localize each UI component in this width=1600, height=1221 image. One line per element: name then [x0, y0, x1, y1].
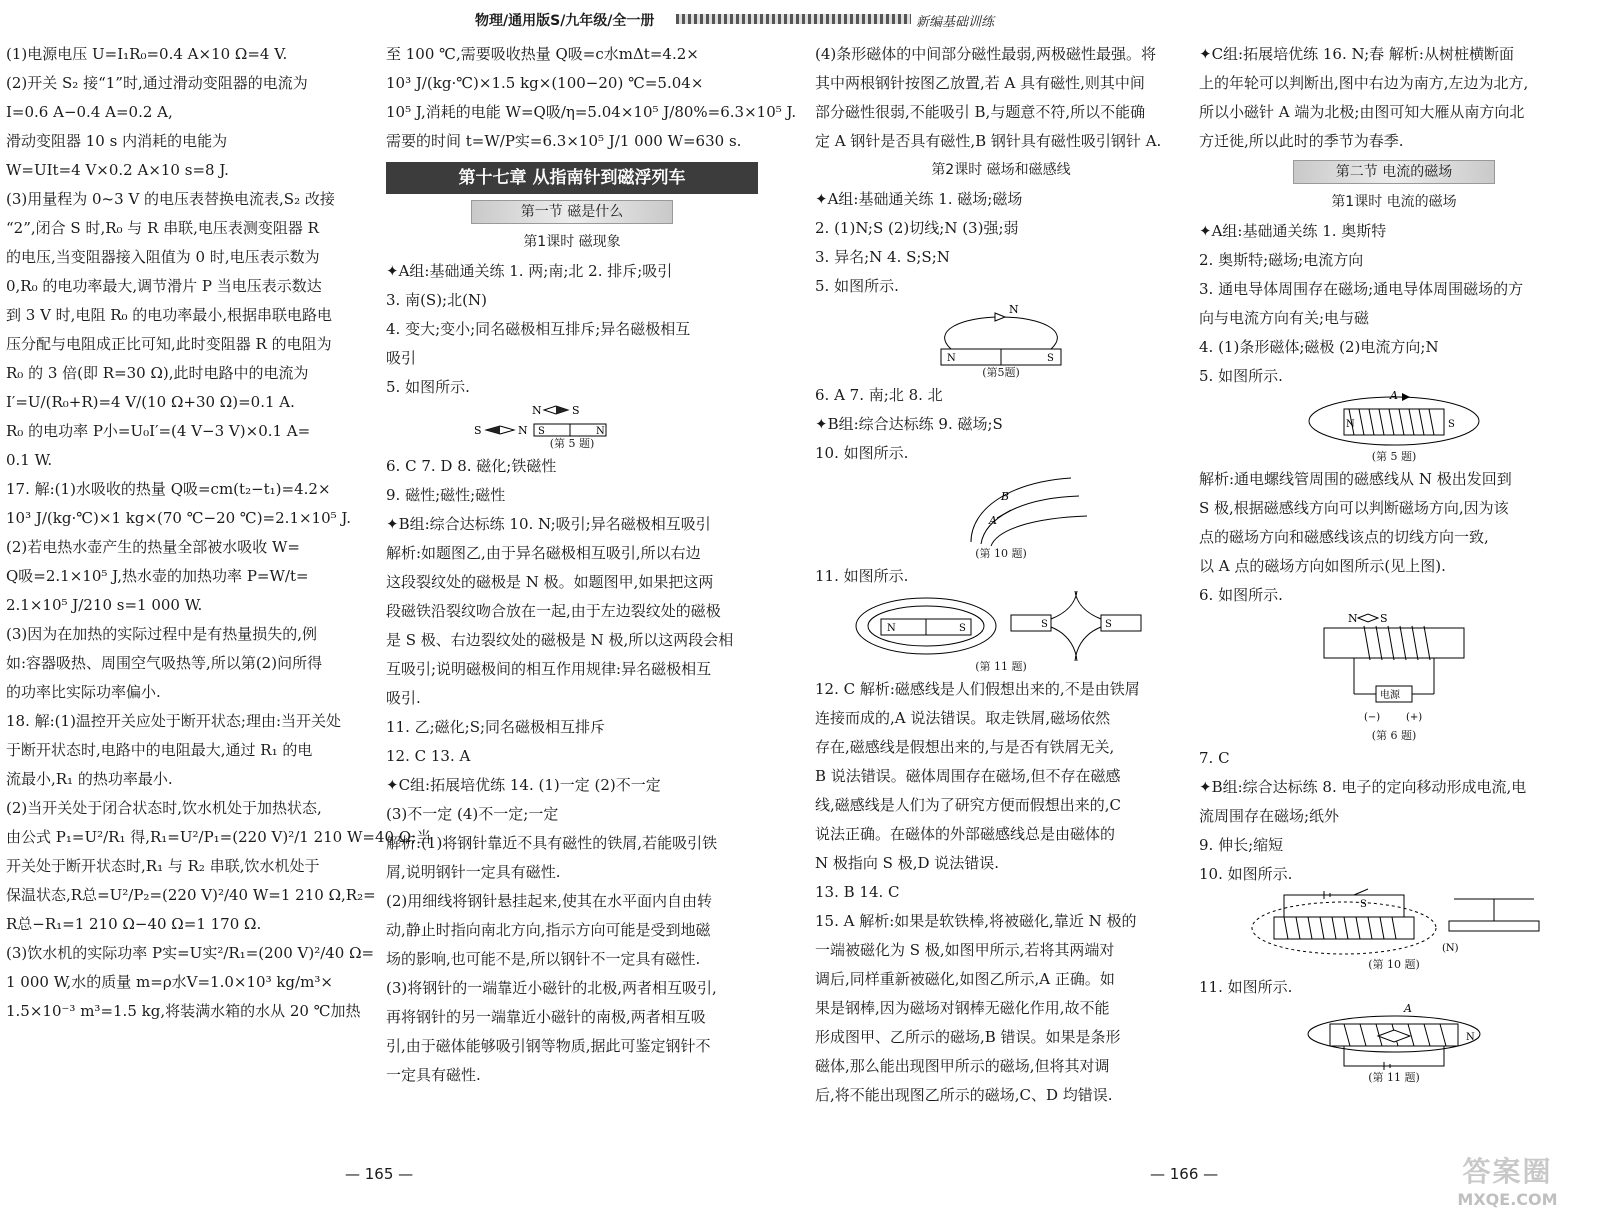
- figure-5-magnet: [472, 402, 672, 438]
- text-line: 0.1 W.: [6, 451, 53, 469]
- text-line: 段磁铁沿裂纹吻合放在一起,由于左边裂纹处的磁极: [386, 602, 721, 620]
- label-n-paren: (N): [1442, 943, 1459, 954]
- text-line: 由公式 P₁=U²/R₁ 得,R₁=U²/P₁=(220 V)²/1 210 W=40 Ω;当: [6, 828, 432, 846]
- text-line: R总−R₁=1 210 Ω−40 Ω=1 170 Ω.: [6, 915, 262, 933]
- header-subject: 物理/通用版S/九年级/全一册: [475, 13, 655, 29]
- needle-label-n: N: [1348, 612, 1358, 625]
- magnet-pole-n: N: [596, 426, 605, 437]
- page-header: [0, 4, 1600, 32]
- text-line: 以 A 点的磁场方向如图所示(见上图).: [1199, 557, 1446, 575]
- text-line: ✦A组:基础通关练 1. 奥斯特: [1199, 222, 1387, 240]
- label-s-left: S: [474, 424, 482, 437]
- text-line: 17. 解:(1)水吸收的热量 Q吸=cm(t₂−t₁)=4.2×: [6, 480, 331, 498]
- text-line: 的电压,当变阻器接入阻值为 0 时,电压表示数为: [6, 248, 320, 266]
- text-line: 再将钢针的另一端靠近小磁针的南极,两者相互吸: [386, 1008, 706, 1026]
- magnet-pole-s: S: [1041, 619, 1048, 630]
- text-line: 向与电流方向有关;电与磁: [1199, 309, 1370, 327]
- solenoid-pole-s: S: [1448, 419, 1455, 430]
- point-a-label: A: [1404, 1002, 1412, 1015]
- text-line: ✦C组:拓展培优练 16. N;春 解析:从树桩横断面: [1199, 45, 1514, 63]
- solenoid-core: [1324, 628, 1464, 658]
- column-3-body: [815, 185, 1187, 301]
- column-2-top: [386, 40, 797, 156]
- column-4-body-4: [1199, 973, 1589, 1002]
- column-3-body-2: [815, 381, 1187, 468]
- text-line: 11. 乙;磁化;S;同名磁极相互排斥: [386, 718, 606, 736]
- text-line: ✦B组:综合达标练 8. 电子的定向移动形成电流,电: [1199, 778, 1527, 796]
- figure-5-field-lines: [901, 301, 1101, 367]
- text-line: I′=U/(R₀+R)=4 V/(10 Ω+30 Ω)=0.1 A.: [6, 393, 295, 411]
- solenoid-pole-n: N: [1466, 1032, 1475, 1043]
- lesson-title: 第1课时 电流的磁场: [1331, 194, 1457, 210]
- text-line: 是 S 极、右边裂纹处的磁极是 N 极,所以这两段会相: [386, 631, 734, 649]
- text-line: 的功率比实际功率偏小.: [6, 683, 161, 701]
- column-3: [815, 40, 1187, 1110]
- terminal-positive: (+): [1406, 712, 1423, 723]
- text-line: 引,由于磁体能够吸引钢等物质,据此可鉴定钢针不: [386, 1037, 711, 1055]
- text-line: 场的影响,也可能不是,所以钢针不一定具有磁性.: [386, 950, 701, 968]
- text-line: 压分配与电阻成正比可知,此时变阻器 R 的电阻为: [6, 335, 332, 353]
- text-line: 11. 如图所示.: [815, 567, 909, 585]
- text-line: (2)用细线将钢针悬挂起来,使其在水平面内自由转: [386, 892, 713, 910]
- text-line: 连接而成的,A 说法错误。取走铁屑,磁场依然: [815, 709, 1111, 727]
- compass-needle-icon: [1358, 614, 1378, 622]
- text-line: 3. 南(S);北(N): [386, 291, 487, 309]
- text-line: 点的磁场方向和磁感线该点的切线方向一致,: [1199, 528, 1489, 546]
- text-line: 4. 变大;变小;同名磁极相互排斥;异名磁极相互: [386, 320, 691, 338]
- text-line: 15. A 解析:如果是软铁棒,将被磁化,靠近 N 极的: [815, 912, 1137, 930]
- text-line: 2. 奥斯特;磁场;电流方向: [1199, 251, 1364, 269]
- text-line: 解析:如题图乙,由于异名磁极相互吸引,所以右边: [386, 544, 701, 562]
- header-decoration: [676, 14, 911, 24]
- text-line: 5. 如图所示.: [386, 378, 470, 396]
- figure-caption: (第 6 题): [1371, 729, 1417, 742]
- text-line: 3. 通电导体周围存在磁场;通电导体周围磁场的方: [1199, 280, 1524, 298]
- figure-11-solenoid: [1294, 1002, 1494, 1072]
- text-line: 一定具有磁性.: [386, 1066, 481, 1084]
- figure-5-solenoid: [1294, 391, 1494, 451]
- text-line: 4. (1)条形磁体;磁极 (2)电流方向;N: [1199, 338, 1439, 356]
- text-line: (4)条形磁体的中间部分磁性最弱,两极磁性最强。将: [815, 45, 1157, 63]
- figure-11-field-lines: [851, 591, 1151, 661]
- text-line: 10⁵ J,消耗的电能 W=Q吸/η=5.04×10⁵ J/80%=6.3×10⁵ J.: [386, 103, 797, 121]
- text-line: 其中两根钢针按图乙放置,若 A 具有磁性,则其中间: [815, 74, 1145, 92]
- text-line: 18. 解:(1)温控开关应处于断开状态;理由:当开关处: [6, 712, 342, 730]
- solenoid-core: [1344, 409, 1444, 435]
- terminal-negative: (−): [1364, 712, 1381, 723]
- label-n: N: [1009, 303, 1019, 316]
- lesson-title: 第2课时 磁场和磁感线: [931, 162, 1071, 178]
- text-line: 9. 伸长;缩短: [1199, 836, 1284, 854]
- text-line: N 极指向 S 极,D 说法错误.: [815, 854, 1000, 872]
- text-line: 10³ J/(kg·℃)×1.5 kg×(100−20) ℃=5.04×: [386, 74, 704, 92]
- text-line: 10. 如图所示.: [1199, 865, 1293, 883]
- text-line: (3)因为在加热的实际过程中是有热量损失的,例: [6, 625, 318, 643]
- label-s: S: [572, 404, 580, 417]
- text-line: 11. 如图所示.: [1199, 978, 1293, 996]
- text-line: 动,静止时指向南北方向,指示方向可能是受到地磁: [386, 921, 711, 939]
- text-line: 解析:(1)将钢针靠近不具有磁性的铁屑,若能吸引铁: [386, 834, 718, 852]
- text-line: 需要的时间 t=W/P实=6.3×10⁵ J/1 000 W=630 s.: [386, 132, 742, 150]
- text-line: 互吸引;说明磁极间的相互作用规律:异名磁极相互: [386, 660, 712, 678]
- figure-caption: (第 5 题): [1371, 450, 1417, 463]
- text-line: 部分磁性很弱,不能吸引 B,与题意不符,所以不能确: [815, 103, 1146, 121]
- text-line: 13. B 14. C: [815, 883, 900, 901]
- text-line: 如:容器吸热、周围空气吸热等,所以第(2)问所得: [6, 654, 323, 672]
- watermark-url: MXQE.COM: [1457, 1190, 1558, 1209]
- text-line: (2)若电热水壶产生的热量全部被水吸收 W=: [6, 538, 301, 556]
- switch-label-s: S: [1360, 899, 1367, 910]
- text-line: 2. (1)N;S (2)切线;N (3)强;弱: [815, 219, 1019, 237]
- text-line: 12. C 13. A: [386, 747, 471, 765]
- text-line: 果是钢棒,因为磁场对钢棒无磁化作用,故不能: [815, 999, 1110, 1017]
- text-line: (3)将钢针的一端靠近小磁针的北极,两者相互吸引,: [386, 979, 717, 997]
- figure-caption: (第 5 题): [549, 437, 595, 450]
- text-line: B 说法错误。磁体周围存在磁场,但不存在磁感: [815, 767, 1121, 785]
- text-line: 开关处于断开状态时,R₁ 与 R₂ 串联,饮水机处于: [6, 857, 320, 875]
- iron-bar: [1449, 921, 1539, 931]
- text-line: 12. C 解析:磁感线是人们假想出来的,不是由铁屑: [815, 680, 1140, 698]
- column-2: [386, 40, 797, 1090]
- text-line: (3)不一定 (4)不一定;一定: [386, 805, 559, 823]
- magnet-pole-s: S: [1047, 353, 1054, 364]
- figure-caption: (第 11 题): [975, 660, 1027, 673]
- point-a-label: A: [989, 514, 997, 527]
- figure-caption: (第 10 题): [1368, 958, 1420, 971]
- text-line: 解析:通电螺线管周围的磁感线从 N 极出发回到: [1199, 470, 1512, 488]
- lesson-title: 第1课时 磁现象: [523, 234, 621, 250]
- label-n: N: [532, 404, 542, 417]
- column-4: [1199, 40, 1589, 1086]
- text-line: 6. A 7. 南;北 8. 北: [815, 386, 943, 404]
- text-line: 10³ J/(kg·℃)×1 kg×(70 ℃−20 ℃)=2.1×10⁵ J.: [6, 509, 352, 527]
- text-line: S 极,根据磁感线方向可以判断磁场方向,因为该: [1199, 499, 1509, 517]
- watermark-text: 答案圈: [1462, 1155, 1553, 1188]
- figure-caption: (第 11 题): [1368, 1071, 1420, 1084]
- figure-6-circuit: [1294, 610, 1494, 730]
- text-line: 流周围存在磁场;纸外: [1199, 807, 1340, 825]
- text-line: 0,R₀ 的电功率最大,调节滑片 P 当电压表示数达: [6, 277, 322, 295]
- page-number-right: — 166 —: [1150, 1165, 1219, 1183]
- section-title: 第一节 磁是什么: [471, 200, 673, 224]
- text-line: 于断开状态时,电路中的电阻最大,通过 R₁ 的电: [6, 741, 313, 759]
- column-2-body-2: [386, 452, 758, 1090]
- column-3-body-4: [815, 675, 1187, 1110]
- text-line: (2)当开关处于闭合状态时,饮水机处于加热状态,: [6, 799, 322, 817]
- text-line: 上的年轮可以判断出,图中右边为南方,左边为北方,: [1199, 74, 1529, 92]
- needle-dark-half: [486, 426, 500, 434]
- text-line: 调后,同样重新被磁化,如图乙所示,A 正确。如: [815, 970, 1115, 988]
- magnet-pole-s: S: [538, 426, 545, 437]
- text-line: Q吸=2.1×10⁵ J,热水壶的加热功率 P=W/t=: [6, 567, 309, 585]
- text-line: 存在,磁感线是假想出来的,与是否有铁屑无关,: [815, 738, 1115, 756]
- text-line: 1.5×10⁻³ m³=1.5 kg,将装满水箱的水从 20 ℃加热: [6, 1002, 361, 1020]
- chapter-title: 第十七章 从指南针到磁浮列车: [386, 162, 758, 194]
- column-4-body-2: [1199, 465, 1589, 610]
- text-line: ✦A组:基础通关练 1. 两;南;北 2. 排斥;吸引: [386, 262, 673, 280]
- label-n-left: N: [518, 424, 528, 437]
- needle-dark-half: [556, 406, 568, 414]
- text-line: (3)饮水机的实际功率 P实=U实²/R₁=(200 V)²/40 Ω=: [6, 944, 375, 962]
- text-line: 至 100 ℃,需要吸收热量 Q吸=c水mΔt=4.2×: [386, 45, 699, 63]
- text-line: 5. 如图所示.: [1199, 367, 1283, 385]
- text-line: 7. C: [1199, 749, 1230, 767]
- text-line: I=0.6 A−0.4 A=0.2 A,: [6, 103, 173, 121]
- text-line: 一端被磁化为 S 极,如图甲所示,若将其两端对: [815, 941, 1115, 959]
- text-line: (2)开关 S₂ 接“1”时,通过滑动变阻器的电流为: [6, 74, 308, 92]
- text-line: 说法正确。在磁体的外部磁感线总是由磁体的: [815, 825, 1116, 843]
- text-line: 保温状态,R总=U²/P₂=(220 V)²/40 W=1 210 Ω,R₂=: [6, 886, 376, 904]
- text-line: ✦C组:拓展培优练 14. (1)一定 (2)不一定: [386, 776, 661, 794]
- arrow-icon: [1402, 393, 1410, 401]
- text-line: 吸引.: [386, 689, 421, 707]
- text-line: 10. 如图所示.: [815, 444, 909, 462]
- figure-caption: (第 10 题): [975, 547, 1027, 560]
- magnet-pole-n: N: [887, 623, 896, 634]
- text-line: ✦B组:综合达标练 10. N;吸引;异名磁极相互吸引: [386, 515, 711, 533]
- page-number-left: — 165 —: [345, 1165, 414, 1183]
- text-line: 3. 异名;N 4. S;S;N: [815, 248, 950, 266]
- text-line: R₀ 的电功率 P小=U₀I′=(4 V−3 V)×0.1 A=: [6, 422, 311, 440]
- text-line: 形成图甲、乙所示的磁场,B 错误。如果是条形: [815, 1028, 1121, 1046]
- column-4-body: [1199, 217, 1589, 391]
- text-line: 6. 如图所示.: [1199, 586, 1283, 604]
- figure-10-field-lines: [901, 468, 1101, 548]
- text-line: 6. C 7. D 8. 磁化;铁磁性: [386, 457, 557, 475]
- column-3-body-3: [815, 562, 1187, 591]
- solenoid-pole-n: N: [1346, 419, 1355, 430]
- column-4-top: [1199, 40, 1589, 156]
- needle-label-s: S: [1380, 612, 1388, 625]
- text-line: 流最小,R₁ 的热功率最小.: [6, 770, 173, 788]
- column-3-top: [815, 40, 1187, 156]
- point-b-label: B: [1001, 490, 1010, 503]
- text-line: (1)电源电压 U=I₁R₀=0.4 A×10 Ω=4 V.: [6, 45, 288, 63]
- text-line: ✦A组:基础通关练 1. 磁场;磁场: [815, 190, 1023, 208]
- compass-needle-icon: [995, 313, 1005, 321]
- text-line: 吸引: [386, 349, 417, 367]
- figure-caption: (第5题): [982, 366, 1020, 379]
- column-4-body-3: [1199, 744, 1589, 889]
- watermark-logo: [1420, 1150, 1595, 1215]
- text-line: W=UIt=4 V×0.2 A×10 s=8 J.: [6, 161, 229, 179]
- text-line: 所以小磁针 A 端为北极;由图可知大雁从南方向北: [1199, 103, 1525, 121]
- text-line: “2”,闭合 S 时,R₀ 与 R 串联,电压表测变阻器 R: [6, 219, 319, 237]
- magnet-pole-s: S: [1105, 619, 1112, 630]
- text-line: 1 000 W,水的质量 m=ρ水V=1.0×10³ kg/m³×: [6, 973, 333, 991]
- text-line: ✦B组:综合达标练 9. 磁场;S: [815, 415, 1003, 433]
- figure-10-solenoid-circuit: [1244, 889, 1544, 959]
- text-line: 9. 磁性;磁性;磁性: [386, 486, 506, 504]
- text-line: 方迁徙,所以此时的季节为春季.: [1199, 132, 1404, 150]
- magnet-pole-s: S: [959, 623, 966, 634]
- magnet-pole-n: N: [947, 353, 956, 364]
- text-line: 2.1×10⁵ J/210 s=1 000 W.: [6, 596, 203, 614]
- text-line: 5. 如图所示.: [815, 277, 899, 295]
- text-line: 屑,说明钢针一定具有磁性.: [386, 863, 561, 881]
- power-supply-label: 电源: [1380, 690, 1400, 701]
- text-line: 磁体,那么能出现图甲所示的磁场,但将其对调: [815, 1057, 1110, 1075]
- text-line: R₀ 的 3 倍(即 R=30 Ω),此时电路中的电流为: [6, 364, 309, 382]
- section-title: 第二节 电流的磁场: [1293, 160, 1495, 184]
- text-line: 线,磁感线是人们为了研究方便而假想出来的,C: [815, 796, 1122, 814]
- text-line: 后,将不能出现图乙所示的磁场,C、D 均错误.: [815, 1086, 1113, 1104]
- column-2-body: [386, 257, 758, 402]
- text-line: 定 A 钢针是否具有磁性,B 钢针具有磁性吸引钢针 A.: [815, 132, 1162, 150]
- text-line: 滑动变阻器 10 s 内消耗的电能为: [6, 132, 228, 150]
- point-a-label: A: [1390, 389, 1398, 402]
- text-line: (3)用量程为 0~3 V 的电压表替换电流表,S₂ 改接: [6, 190, 335, 208]
- text-line: 到 3 V 时,电阻 R₀ 的电功率最小,根据串联电路电: [6, 306, 333, 324]
- text-line: 这段裂纹处的磁极是 N 极。如题图甲,如果把这两: [386, 573, 714, 591]
- header-series-title: 新编基础训练: [916, 15, 995, 30]
